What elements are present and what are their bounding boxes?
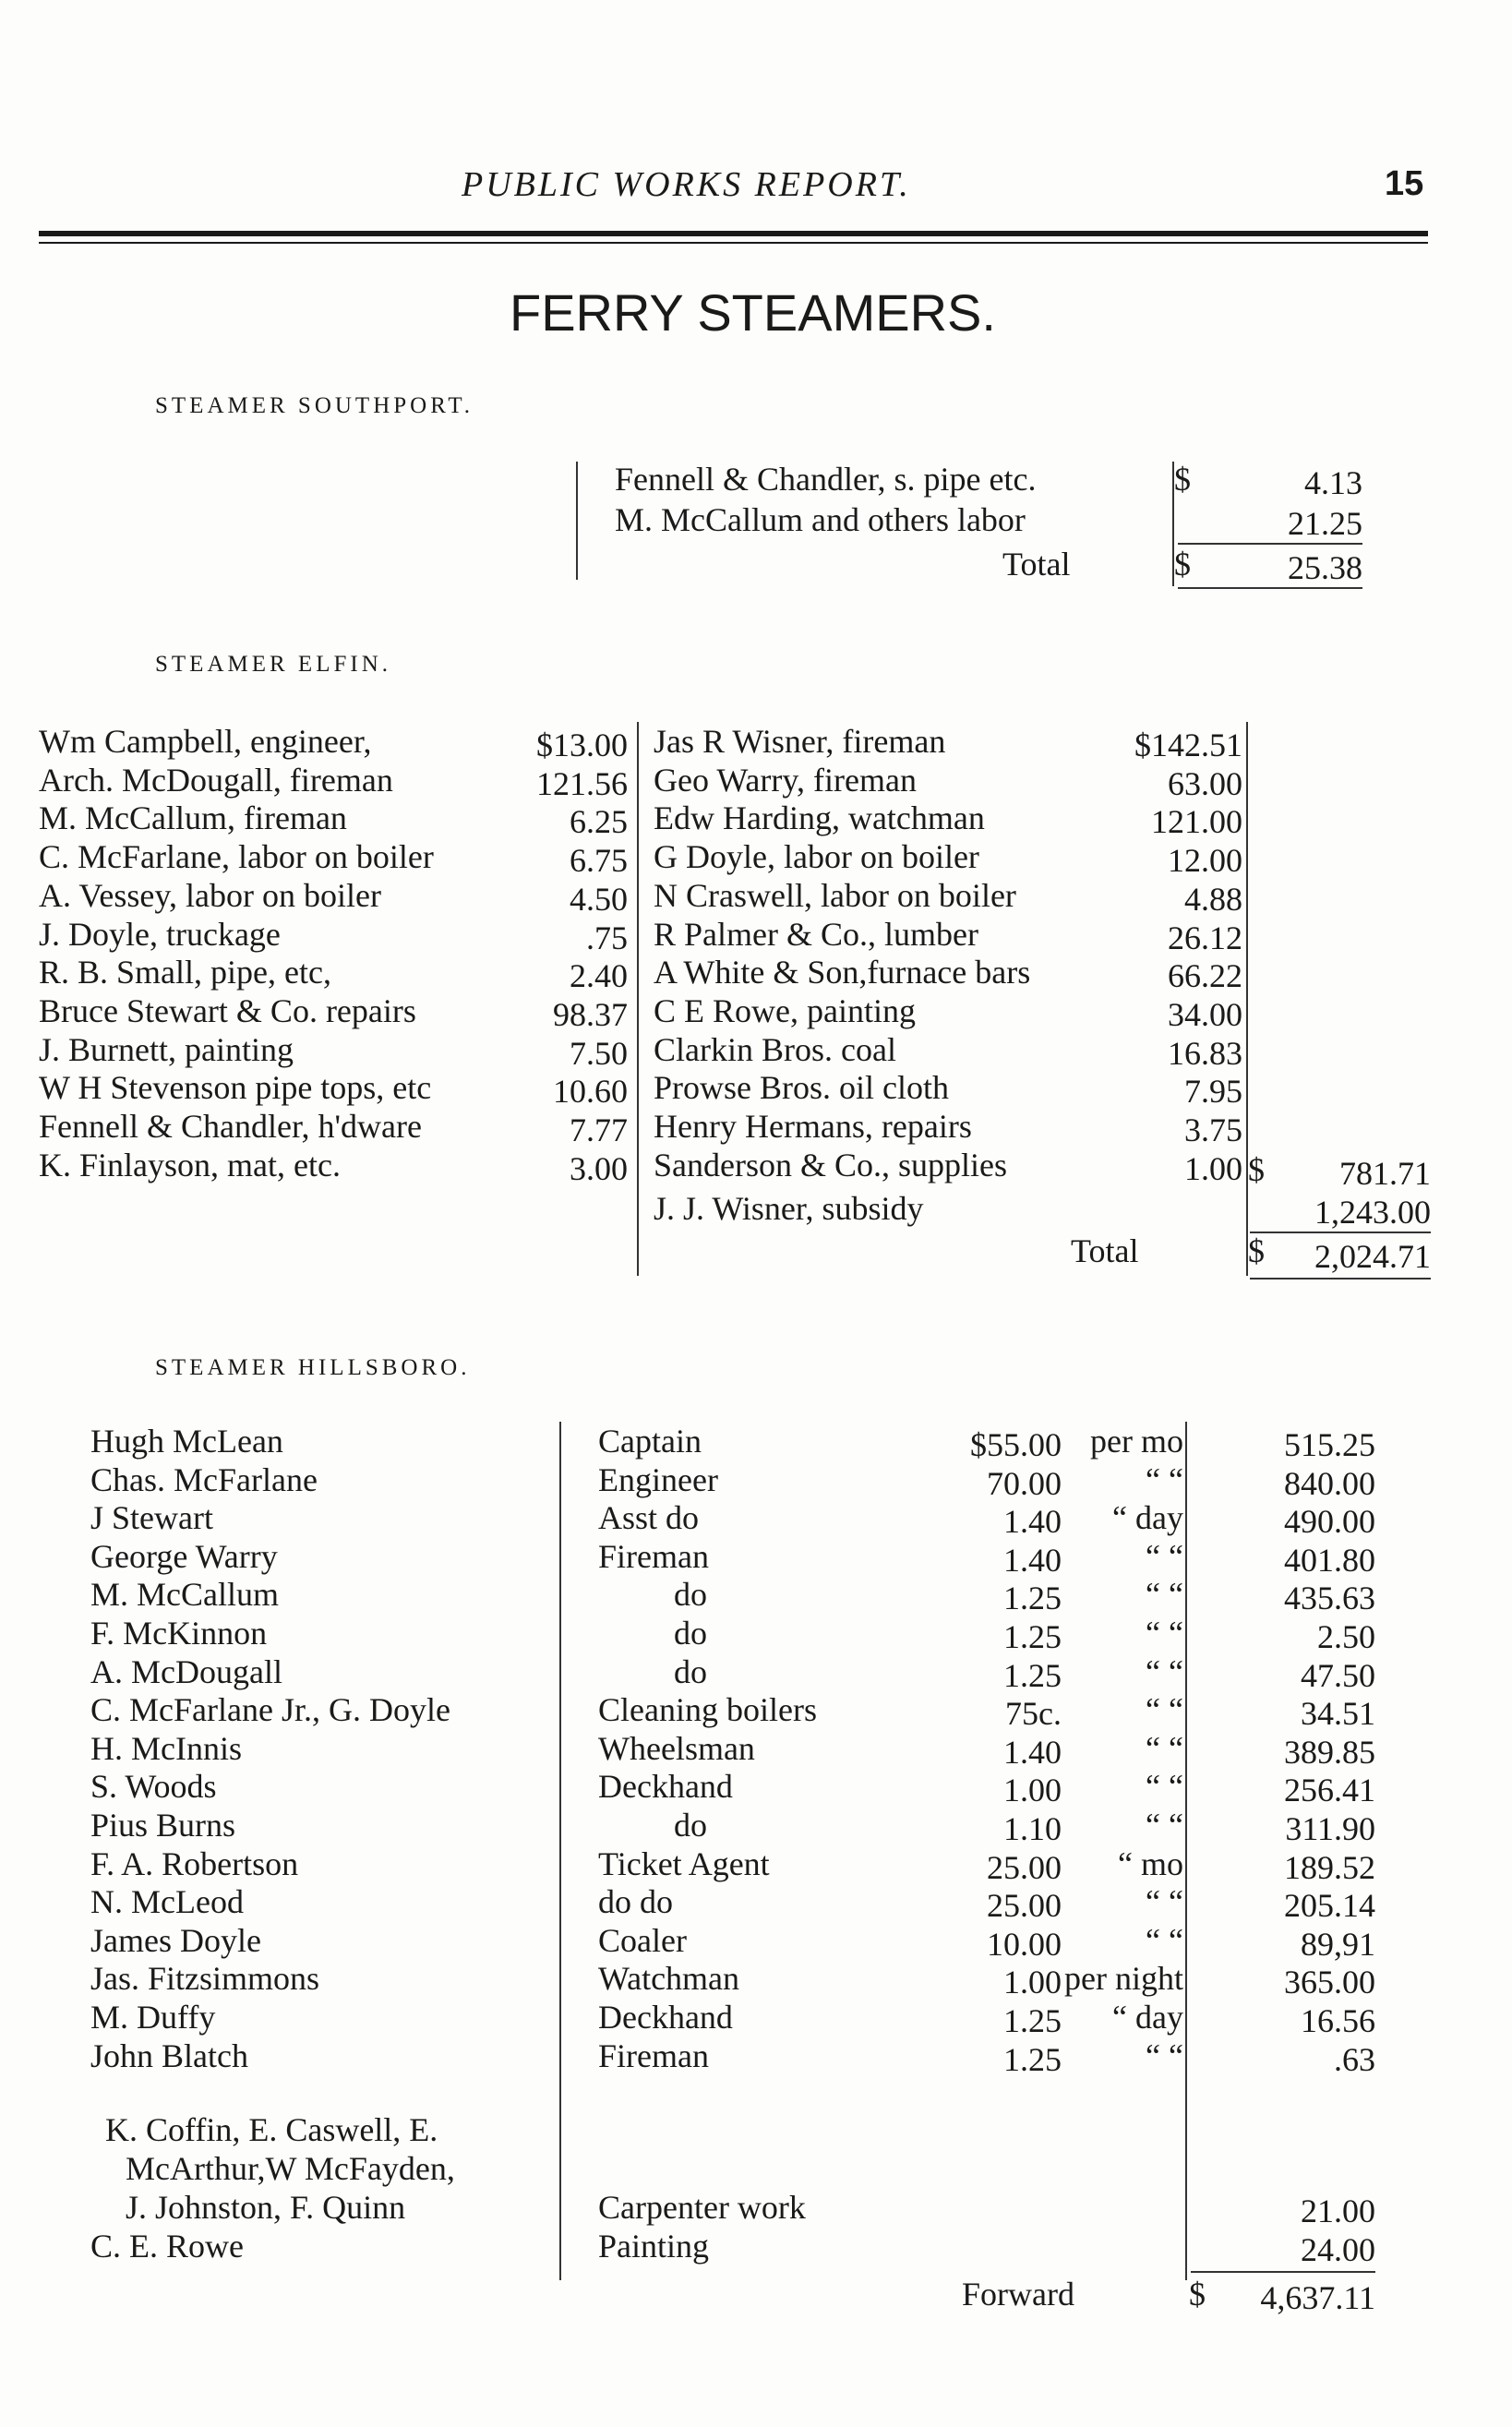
elfin-left-amount: 7.77	[570, 1111, 628, 1148]
southport-sum-rule	[1178, 543, 1362, 545]
elfin-left-label: Arch. McDougall, fireman	[39, 761, 393, 799]
hillsboro-name: Chas. McFarlane	[90, 1460, 318, 1498]
elfin-total-rule	[1250, 1278, 1431, 1280]
elfin-right-amount: 63.00	[1168, 764, 1242, 802]
elfin-left-amount: $13.00	[536, 727, 628, 763]
hillsboro-amount: 311.90	[1285, 1810, 1375, 1847]
hillsboro-forward-amount: 4,637.11	[1260, 2279, 1375, 2316]
hillsboro-amount: 435.63	[1284, 1580, 1375, 1617]
elfin-right-label: N Craswell, labor on boiler	[654, 876, 1016, 914]
hillsboro-unit: “ “	[1146, 1576, 1183, 1614]
elfin-subtotal: 781.71	[1339, 1155, 1431, 1192]
elfin-left-amount: 7.50	[570, 1034, 628, 1072]
hillsboro-amount: 515.25	[1284, 1426, 1375, 1463]
elfin-right-amount: 16.83	[1168, 1034, 1242, 1072]
southport-item-amount: 21.25	[1288, 505, 1362, 542]
hillsboro-amount: 490.00	[1284, 1503, 1375, 1541]
hillsboro-amount-divider	[1185, 1422, 1187, 2280]
hillsboro-amount: 16.56	[1301, 2002, 1375, 2039]
elfin-right-label: Jas R Wisner, fireman	[654, 723, 946, 760]
hillsboro-amount: 365.00	[1284, 1964, 1375, 2001]
elfin-right-amount: 3.75	[1184, 1111, 1242, 1148]
hillsboro-amount: 401.80	[1284, 1541, 1375, 1579]
hillsboro-unit: per night	[1064, 1960, 1183, 1998]
elfin-right-label: A White & Son,furnace bars	[654, 954, 1031, 991]
elfin-left-label: J. Burnett, painting	[39, 1030, 294, 1068]
elfin-subsidy-amount: 1,243.00	[1314, 1194, 1431, 1231]
hillsboro-role: Ticket Agent	[598, 1844, 770, 1882]
hillsboro-name: H. McInnis	[90, 1729, 242, 1767]
hillsboro-rate: 1.25	[1003, 1656, 1062, 1694]
hillsboro-unit: “ “	[1146, 1921, 1183, 1959]
elfin-right-amount: 7.95	[1184, 1073, 1242, 1111]
header-rule-thin	[39, 242, 1428, 244]
elfin-left-label: K. Finlayson, mat, etc.	[39, 1146, 341, 1183]
hillsboro-amount: 189.52	[1284, 1848, 1375, 1886]
hillsboro-forward-rule	[1191, 2271, 1375, 2273]
southport-total-amount: 25.38	[1288, 549, 1362, 586]
hillsboro-rate: 75c.	[1005, 1695, 1062, 1733]
elfin-total-dollar: $	[1248, 1232, 1265, 1269]
elfin-left-label: J. Doyle, truckage	[39, 915, 281, 953]
southport-item-label: M. McCallum and others labor	[615, 501, 1026, 538]
elfin-right-label: Sanderson & Co., supplies	[654, 1146, 1007, 1183]
elfin-total-label: Total	[1071, 1232, 1139, 1269]
hillsboro-rate: 1.40	[1003, 1733, 1062, 1771]
hillsboro-role: Deckhand	[598, 1768, 733, 1806]
hillsboro-amount: .63	[1334, 2040, 1375, 2078]
hillsboro-role: do do	[598, 1883, 673, 1921]
elfin-right-label: Prowse Bros. oil cloth	[654, 1069, 949, 1107]
hillsboro-rate: 1.00	[1003, 1772, 1062, 1809]
elfin-left-amount: .75	[586, 919, 628, 956]
hillsboro-last-name: C. E. Rowe	[90, 2228, 244, 2265]
running-header: PUBLIC WORKS REPORT.	[462, 165, 911, 204]
hillsboro-role: Fireman	[598, 1537, 709, 1575]
hillsboro-amount: 389.85	[1284, 1733, 1375, 1771]
hillsboro-rate: 25.00	[987, 1887, 1062, 1925]
southport-item-amount: 4.13	[1304, 464, 1362, 501]
hillsboro-last-amount: 24.00	[1301, 2231, 1375, 2268]
hillsboro-name: S. Woods	[90, 1768, 217, 1806]
hillsboro-role: do	[674, 1576, 707, 1614]
elfin-left-amount: 121.56	[536, 764, 628, 802]
hillsboro-group-names-line: K. Coffin, E. Caswell, E.	[105, 2111, 438, 2148]
hillsboro-rate: 1.00	[1003, 1964, 1062, 2001]
hillsboro-unit: “ “	[1146, 1691, 1183, 1729]
hillsboro-unit: “ day	[1112, 1999, 1183, 2036]
hillsboro-name: M. Duffy	[90, 1999, 216, 2036]
hillsboro-rate: 1.10	[1003, 1810, 1062, 1847]
hillsboro-group-names-line: J. Johnston, F. Quinn	[126, 2189, 406, 2226]
hillsboro-role: do	[674, 1652, 707, 1690]
hillsboro-unit: “ “	[1146, 1729, 1183, 1767]
elfin-right-label: Clarkin Bros. coal	[654, 1030, 896, 1068]
hillsboro-rate: 1.25	[1003, 1618, 1062, 1655]
hillsboro-name: Hugh McLean	[90, 1423, 283, 1460]
elfin-right-amount: 12.00	[1168, 842, 1242, 880]
hillsboro-role: Wheelsman	[598, 1729, 755, 1767]
southport-total-rule	[1178, 587, 1362, 589]
hillsboro-name: F. McKinnon	[90, 1615, 268, 1652]
hillsboro-group-amount: 21.00	[1301, 2193, 1375, 2229]
hillsboro-role: Watchman	[598, 1960, 740, 1998]
elfin-right-label: C E Rowe, painting	[654, 991, 916, 1029]
hillsboro-name: Jas. Fitzsimmons	[90, 1960, 320, 1998]
hillsboro-forward-label: Forward	[962, 2276, 1074, 2313]
hillsboro-name: George Warry	[90, 1537, 278, 1575]
elfin-left-label: Bruce Stewart & Co. repairs	[39, 991, 416, 1029]
hillsboro-amount: 2.50	[1317, 1618, 1375, 1655]
elfin-subtotal-dollar: $	[1248, 1151, 1265, 1188]
hillsboro-role: Fireman	[598, 2037, 709, 2074]
hillsboro-amount: 840.00	[1284, 1464, 1375, 1502]
southport-dollar: $	[1174, 461, 1191, 498]
elfin-sum-rule	[1250, 1232, 1431, 1233]
hillsboro-group-role: Carpenter work	[598, 2189, 806, 2226]
elfin-left-label: C. McFarlane, labor on boiler	[39, 838, 434, 876]
hillsboro-role: Engineer	[598, 1460, 718, 1498]
hillsboro-rate: 1.25	[1003, 2040, 1062, 2078]
hillsboro-rate: 1.40	[1003, 1541, 1062, 1579]
hillsboro-unit: “ “	[1146, 1615, 1183, 1652]
hillsboro-rate: 25.00	[987, 1848, 1062, 1886]
elfin-left-label: R. B. Small, pipe, etc,	[39, 954, 331, 991]
hillsboro-amount: 47.50	[1301, 1656, 1375, 1694]
elfin-right-label: Henry Hermans, repairs	[654, 1108, 972, 1145]
elfin-left-label: Wm Campbell, engineer,	[39, 723, 372, 760]
hillsboro-rate: $55.00	[970, 1426, 1062, 1463]
elfin-left-amount: 6.75	[570, 842, 628, 880]
header-rule-thick	[39, 231, 1428, 236]
hillsboro-amount: 205.14	[1284, 1887, 1375, 1925]
page-title: FERRY STEAMERS.	[510, 283, 996, 342]
hillsboro-name: F. A. Robertson	[90, 1844, 299, 1882]
elfin-left-amount: 10.60	[553, 1073, 628, 1111]
hillsboro-unit: “ “	[1146, 2037, 1183, 2074]
elfin-left-label: W H Stevenson pipe tops, etc	[39, 1069, 432, 1107]
hillsboro-name: N. McLeod	[90, 1883, 244, 1921]
elfin-column-divider	[637, 722, 639, 1276]
hillsboro-rate: 10.00	[987, 1925, 1062, 1963]
hillsboro-name: J Stewart	[90, 1499, 213, 1537]
elfin-right-amount: 26.12	[1168, 919, 1242, 956]
elfin-right-label: G Doyle, labor on boiler	[654, 838, 979, 876]
elfin-left-amount: 98.37	[553, 995, 628, 1033]
hillsboro-unit: “ “	[1146, 1652, 1183, 1690]
hillsboro-unit: “ “	[1146, 1460, 1183, 1498]
hillsboro-name: John Blatch	[90, 2037, 248, 2074]
hillsboro-name: Pius Burns	[90, 1807, 236, 1844]
elfin-left-label: Fennell & Chandler, h'dware	[39, 1108, 422, 1145]
southport-total-label: Total	[1002, 546, 1071, 583]
hillsboro-rate: 70.00	[987, 1464, 1062, 1502]
hillsboro-last-role: Painting	[598, 2228, 710, 2265]
elfin-left-amount: 6.25	[570, 803, 628, 841]
hillsboro-name: James Doyle	[90, 1921, 261, 1959]
hillsboro-rate: 1.25	[1003, 2002, 1062, 2039]
elfin-left-label: A. Vessey, labor on boiler	[39, 876, 381, 914]
page-number: 15	[1385, 164, 1424, 203]
elfin-left-amount: 2.40	[570, 957, 628, 995]
hillsboro-role: do	[674, 1807, 707, 1844]
hillsboro-amount: 34.51	[1301, 1695, 1375, 1733]
elfin-right-amount: 121.00	[1151, 803, 1242, 841]
hillsboro-unit: “ “	[1146, 1883, 1183, 1921]
hillsboro-role: Asst do	[598, 1499, 700, 1537]
elfin-subsidy-label: J. J. Wisner, subsidy	[654, 1190, 924, 1227]
hillsboro-unit: “ mo	[1118, 1844, 1183, 1882]
hillsboro-rate: 1.25	[1003, 1580, 1062, 1617]
elfin-heading: STEAMER ELFIN.	[155, 652, 391, 677]
hillsboro-amount: 89,91	[1301, 1925, 1375, 1963]
hillsboro-heading: STEAMER HILLSBORO.	[155, 1355, 471, 1380]
hillsboro-group-names-line: McArthur,W McFayden,	[126, 2150, 455, 2187]
hillsboro-amount: 256.41	[1284, 1772, 1375, 1809]
hillsboro-unit: “ day	[1112, 1499, 1183, 1537]
southport-item-label: Fennell & Chandler, s. pipe etc.	[615, 461, 1037, 498]
hillsboro-role: Coaler	[598, 1921, 687, 1959]
hillsboro-rate: 1.40	[1003, 1503, 1062, 1541]
hillsboro-forward-dollar: $	[1189, 2276, 1206, 2313]
elfin-left-amount: 4.50	[570, 880, 628, 918]
elfin-left-amount: 3.00	[570, 1149, 628, 1187]
elfin-right-amount: 34.00	[1168, 995, 1242, 1033]
hillsboro-unit: “ “	[1146, 1768, 1183, 1806]
southport-total-dollar: $	[1174, 546, 1191, 583]
southport-heading: STEAMER SOUTHPORT.	[155, 393, 474, 418]
hillsboro-name: C. McFarlane Jr., G. Doyle	[90, 1691, 450, 1729]
elfin-right-label: R Palmer & Co., lumber	[654, 915, 978, 953]
hillsboro-name: A. McDougall	[90, 1652, 282, 1690]
hillsboro-role: Captain	[598, 1423, 702, 1460]
southport-divider	[576, 462, 578, 580]
hillsboro-unit: per mo	[1090, 1423, 1183, 1460]
elfin-amount-divider	[1246, 722, 1248, 1276]
elfin-right-label: Edw Harding, watchman	[654, 799, 985, 837]
elfin-right-amount: $142.51	[1134, 727, 1242, 763]
hillsboro-role: Deckhand	[598, 1999, 733, 2036]
elfin-right-amount: 66.22	[1168, 957, 1242, 995]
hillsboro-unit: “ “	[1146, 1537, 1183, 1575]
elfin-right-amount: 4.88	[1184, 880, 1242, 918]
hillsboro-role: do	[674, 1615, 707, 1652]
hillsboro-unit: “ “	[1146, 1807, 1183, 1844]
elfin-left-label: M. McCallum, fireman	[39, 799, 347, 837]
hillsboro-role: Cleaning boilers	[598, 1691, 817, 1729]
elfin-right-amount: 1.00	[1184, 1149, 1242, 1187]
hillsboro-name: M. McCallum	[90, 1576, 279, 1614]
hillsboro-name-divider	[559, 1422, 561, 2280]
elfin-total-amount: 2,024.71	[1314, 1238, 1431, 1275]
elfin-right-label: Geo Warry, fireman	[654, 761, 917, 799]
